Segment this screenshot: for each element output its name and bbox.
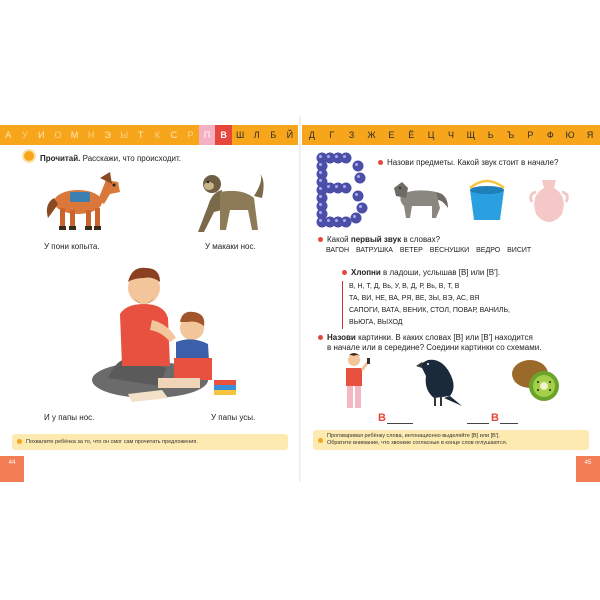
task-label: Прочитай. <box>40 154 81 163</box>
note-dot-icon <box>318 438 323 443</box>
kiwi-picture <box>508 356 566 404</box>
sun-icon <box>24 151 34 161</box>
caption-dad-mustache: У папы усы. <box>211 413 256 422</box>
wolf-picture <box>392 178 450 220</box>
berry-highlight <box>355 193 358 196</box>
alphabet-letter: З <box>348 130 355 140</box>
word-item: ВЕДРО <box>476 247 508 254</box>
alphabet-letter: О <box>54 130 62 140</box>
left-task-heading <box>40 153 181 164</box>
berry-highlight <box>327 219 330 222</box>
alphabet-letter: А <box>5 130 12 140</box>
words-row <box>326 247 531 254</box>
syllable-row: ВЬЮГА, ВЫХОД <box>349 319 403 326</box>
berry-highlight <box>319 219 322 222</box>
berry-highlight <box>359 205 362 208</box>
word-item: ВИСИТ <box>507 247 532 254</box>
singer-picture <box>336 352 372 412</box>
berry-highlight <box>353 215 356 218</box>
caption-pony: У пони копыта. <box>44 242 100 251</box>
alphabet-letter: Л <box>253 130 260 140</box>
note-right-line2: Обратите внимание, что звонкие согласные в конце слов оглушаются. <box>327 440 508 446</box>
word-item: ВАТРУШКА <box>355 247 400 254</box>
scheme-2-letter: В <box>491 412 499 424</box>
vase-picture <box>528 176 570 224</box>
alphabet-letter: Я <box>586 130 594 140</box>
berry-highlight <box>343 155 346 158</box>
task-name-pictures-line2: в начале или в середине? Соедини картинки со схемами. <box>327 343 542 352</box>
alphabet-letter: Й <box>286 130 294 140</box>
big-letter-v-picture <box>312 152 372 228</box>
berry-dot <box>357 203 368 214</box>
berry-highlight <box>319 171 322 174</box>
task-first-sound-prefix: Какой <box>327 235 349 244</box>
task-text: Расскажи, что происходит. <box>82 154 181 163</box>
alphabet-letter: Ё <box>408 130 415 140</box>
scheme-2-line-left <box>467 423 489 424</box>
caption-macaque: У макаки нос. <box>205 242 256 251</box>
berry-highlight <box>319 195 322 198</box>
task-name-pictures-line1: картинки. В каких словах [В] или [В'] находится <box>358 333 533 342</box>
alphabet-letter: Р <box>527 130 534 140</box>
berry-dot <box>353 191 364 202</box>
berry-highlight <box>319 155 322 158</box>
syllables-box <box>342 281 529 329</box>
alphabet-letter: Т <box>138 130 144 140</box>
berry-dot <box>353 161 364 172</box>
berry-highlight <box>319 187 322 190</box>
berry-highlight <box>343 219 346 222</box>
berry-highlight <box>319 211 322 214</box>
parent-note-left <box>12 434 288 450</box>
alphabet-letter: Ы <box>120 130 129 140</box>
berry-highlight <box>327 155 330 158</box>
task-clap-bold: Хлопни <box>351 268 381 277</box>
berry-highlight <box>327 185 330 188</box>
bullet-icon <box>378 160 383 165</box>
task-name-objects <box>378 157 558 168</box>
task-name-pictures-bold: Назови <box>327 333 356 342</box>
page-number-right: 45 <box>576 456 600 482</box>
task-name-objects-text: Назови предметы. Какой звук стоит в начале? <box>387 158 559 167</box>
caption-dad-nose: И у папы нос. <box>44 413 95 422</box>
syllable-row: САПОГИ, ВАТА, ВЕНИК, СТОЛ, ПОВАР, ВАНИЛЬ, <box>349 307 511 314</box>
syllable-row: В, Н, Т, Д, Вь, У, В, Д, Р, Вь, В, Т, В <box>349 283 460 290</box>
task-clap <box>342 267 500 278</box>
task-first-sound-suffix: в словах? <box>403 235 441 244</box>
alphabet-letter: Ч <box>447 130 454 140</box>
alphabet-letter: Ф <box>546 130 554 140</box>
parent-note-right <box>313 430 589 450</box>
alphabet-letter: М <box>70 130 79 140</box>
alphabet-letter: К <box>154 130 160 140</box>
alphabet-letter: Ж <box>367 130 376 140</box>
alphabet-letter: Б <box>270 130 277 140</box>
bullet-icon <box>318 335 323 340</box>
task-first-sound-bold: первый звук <box>350 235 402 244</box>
berry-highlight <box>343 185 346 188</box>
syllable-row: ТА, ВИ, НЕ, ВА, РЯ, ВЕ, ЗЫ, ВЭ, АС, ВЯ <box>349 295 480 302</box>
alphabet-letter: С <box>170 130 178 140</box>
scheme-1-line <box>387 423 413 424</box>
berry-dot <box>341 217 352 228</box>
word-item: ВЕТЕР <box>399 247 430 254</box>
alphabet-letter: Н <box>87 130 95 140</box>
alphabet-letter: Ь <box>487 130 494 140</box>
alphabet-letter: Р <box>187 130 194 140</box>
alphabet-letter: П <box>199 125 216 145</box>
berry-highlight <box>335 185 338 188</box>
alphabet-letter: И <box>38 130 45 140</box>
alphabet-strip-right <box>302 125 600 145</box>
scheme-1-letter: В <box>378 412 386 424</box>
alphabet-letter: Е <box>388 130 395 140</box>
berry-dot <box>351 213 362 224</box>
task-first-sound <box>318 234 440 245</box>
alphabet-letter: Ц <box>427 130 435 140</box>
macaque-picture <box>192 170 272 236</box>
alphabet-letter: Щ <box>466 130 476 140</box>
bullet-icon <box>318 237 323 242</box>
bullet-icon <box>342 270 347 275</box>
alphabet-letter: У <box>21 130 28 140</box>
berry-highlight <box>357 175 360 178</box>
scheme-2-line-right <box>500 423 518 424</box>
alphabet-letter: Ъ <box>506 130 515 140</box>
word-item: ВЕСНУШКИ <box>429 247 477 254</box>
note-dot-icon <box>17 439 22 444</box>
crow-picture <box>414 352 464 408</box>
note-right-line1: Проговаривая ребёнку слова, интонационно выделяйте [В] или [В']. <box>327 433 500 439</box>
task-clap-text: в ладоши, услышав [В] или [В']. <box>383 268 501 277</box>
berry-highlight <box>335 155 338 158</box>
book-spine <box>299 116 301 482</box>
berry-highlight <box>355 163 358 166</box>
note-left-text: Похвалите ребёнка за то, что он смог сам прочитать предложения. <box>26 438 198 445</box>
alphabet-letter: Д <box>308 130 315 140</box>
berry-highlight <box>335 219 338 222</box>
berry-dot <box>355 173 366 184</box>
dad-and-son-reading-picture <box>88 258 238 410</box>
word-item: ВАГОН <box>326 247 356 254</box>
alphabet-strip-left <box>0 125 298 145</box>
alphabet-letter: Ю <box>565 130 575 140</box>
berry-highlight <box>319 203 322 206</box>
alphabet-letter: Э <box>104 130 111 140</box>
berry-highlight <box>319 179 322 182</box>
alphabet-letter: Г <box>329 130 335 140</box>
berry-dot <box>341 183 352 194</box>
pony-picture <box>40 170 125 232</box>
berry-highlight <box>319 163 322 166</box>
berry-dot <box>341 153 352 164</box>
alphabet-letter: В <box>215 125 232 145</box>
alphabet-letter: Ш <box>236 130 245 140</box>
page-number-left: 44 <box>0 456 24 482</box>
bucket-picture <box>464 178 510 224</box>
